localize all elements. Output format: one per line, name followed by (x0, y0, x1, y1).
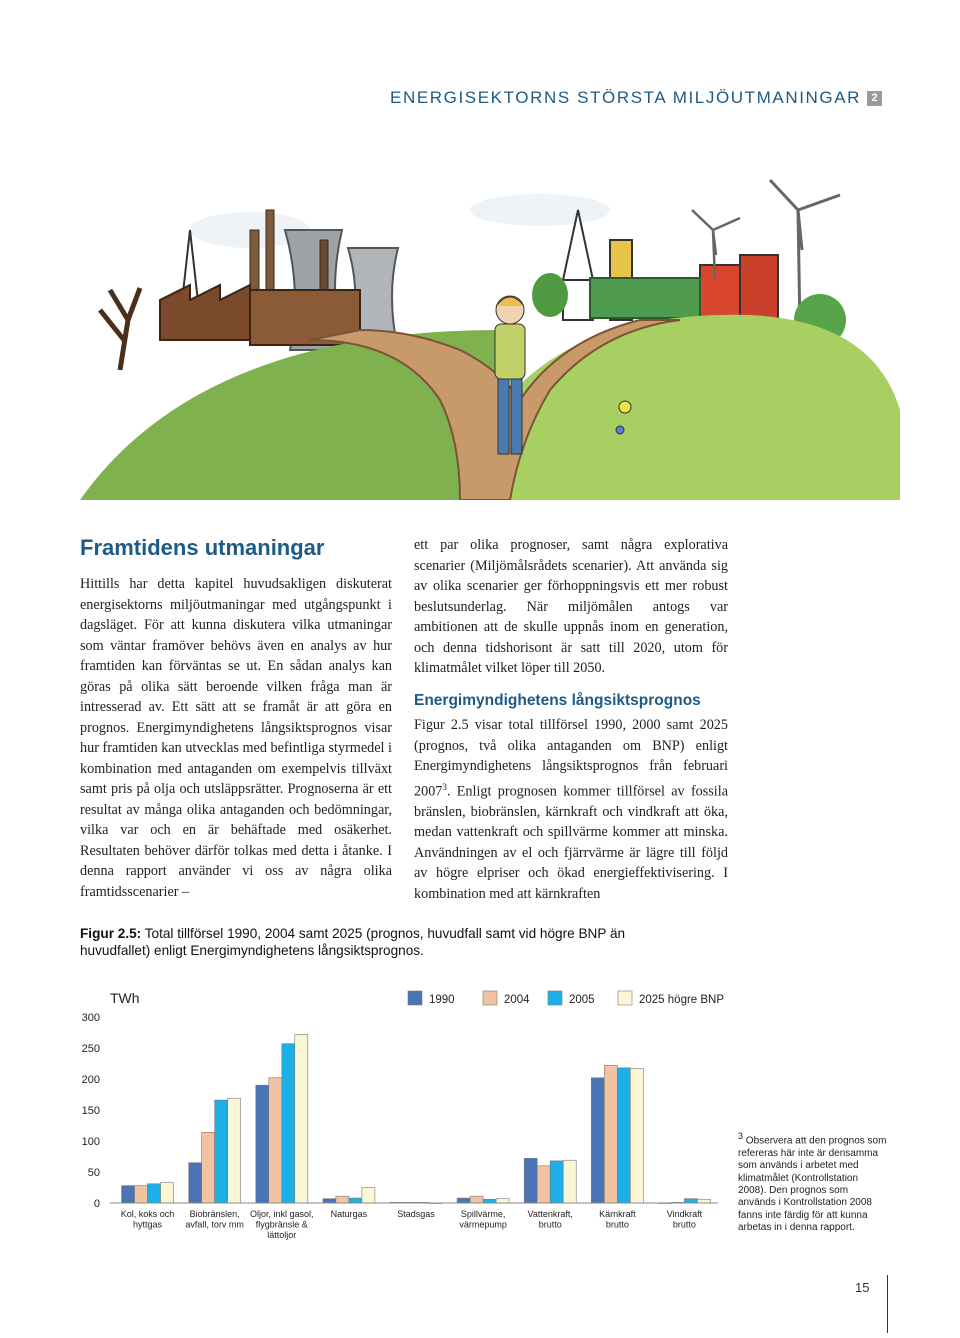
person-jeans (498, 379, 509, 454)
category-label-line: Vindkraft (666, 1209, 703, 1219)
crossroads-illustration (80, 170, 900, 500)
y-tick-label: 300 (81, 1012, 100, 1024)
bar (349, 1198, 362, 1203)
bar (524, 1158, 537, 1203)
category-label-line: Vattenkraft, (527, 1209, 573, 1219)
category-label (250, 1209, 314, 1240)
bar (189, 1163, 202, 1203)
person-shirt (495, 324, 525, 379)
category-label-line: Biobränslen, (189, 1209, 240, 1219)
category-label (599, 1209, 636, 1230)
bar (457, 1198, 470, 1203)
category-label (459, 1209, 507, 1230)
page-number-rule (887, 1275, 888, 1333)
right-text-column (414, 535, 728, 904)
bare-tree (100, 288, 140, 370)
footnote (738, 1130, 888, 1235)
bar (550, 1161, 563, 1203)
y-tick-label: 0 (93, 1198, 100, 1210)
category-label-line: lättoljor (267, 1230, 297, 1240)
bar (362, 1188, 375, 1204)
legend-label: 2005 (569, 994, 595, 1006)
bar (684, 1199, 697, 1203)
y-tick-label: 150 (81, 1105, 100, 1117)
page-number: 15 (855, 1280, 870, 1295)
category-label (397, 1209, 435, 1219)
bar (323, 1199, 336, 1203)
body-text: Figur 2.5 visar total tillförsel 1990, 2000 samt 2025 (prognos, två olika antaganden om BNP) enligt Energimyndighetens långsiktsprognos från februari 2007 (414, 717, 728, 800)
category-label-line: brutto (605, 1219, 629, 1230)
bar (215, 1100, 228, 1203)
bar (591, 1078, 604, 1203)
bar (295, 1034, 308, 1203)
y-tick-label: 200 (81, 1074, 100, 1086)
y-tick-label: 100 (81, 1136, 100, 1148)
flower (619, 401, 631, 413)
category-labels (121, 1209, 703, 1240)
body-paragraph (414, 715, 728, 904)
legend-label: 2025 högre BNP (639, 994, 725, 1006)
green-building (590, 278, 700, 318)
bar (336, 1196, 349, 1203)
y-axis-tick-labels (82, 1012, 100, 1210)
legend-label: 2004 (504, 994, 530, 1006)
bar (483, 1199, 496, 1203)
bar (604, 1065, 617, 1203)
bar (617, 1068, 630, 1203)
bar (256, 1085, 269, 1203)
legend-label: 1990 (429, 994, 455, 1006)
legend-swatch (483, 991, 497, 1005)
bar-series-group (122, 1034, 711, 1203)
bar (148, 1184, 161, 1203)
legend-swatch (548, 991, 562, 1005)
factory-building (160, 285, 250, 340)
category-label-line: Oljor, inkl gasol, (250, 1209, 314, 1219)
category-label-line: värmepump (459, 1219, 507, 1230)
chart-legend (408, 991, 724, 1006)
body-paragraph: ett par olika prognoser, samt några explorativa scenarier (Miljömålsrådets scenarier). Att använda sig av olika scenarier ger förhoppningsvis ett mer robust beslutsunderlag. När miljömålen antogs var ambitionen att de skulle uppnås inom en generation, och denna tidshorisont är satt till 2020, utom för klimatmålet vilket löper till 2050. (414, 537, 728, 676)
chapter-number-badge: 2 (867, 91, 882, 106)
body-text: . Enligt prognosen kommer tillförsel av fossila bränslen, biobränslen, kärnkraft och vindkraft att öka, medan vattenkraft och spillvärme kommer att minska. Användningen av el och fjärrvärme är lägre till följd av högre elpriser och ökad energieffektivisering. I kombination med att kärnkraften (414, 783, 728, 902)
running-header-title: ENERGISEKTORNS STÖRSTA MILJÖUTMANINGAR (390, 88, 862, 107)
figure-caption-text: Total tillförsel 1990, 2004 samt 2025 (prognos, huvudfall samt vid högre BNP än huvudfallet) enligt Energimyndighetens långsiktsprognos. (80, 926, 626, 958)
house (740, 255, 778, 325)
legend-swatch (618, 991, 632, 1005)
category-label (331, 1209, 368, 1219)
category-label-line: Kol, koks och (120, 1209, 175, 1219)
bar (161, 1183, 174, 1203)
bar (135, 1186, 148, 1203)
section-title: Framtidens utmaningar (80, 535, 325, 560)
category-label-line: brutto (538, 1219, 562, 1230)
category-label-line: hyttgas (133, 1219, 163, 1230)
category-label-line: flygbränsle & (255, 1219, 308, 1230)
body-paragraph: Hittills har detta kapitel huvudsakligen diskuterat energisektorns miljöutmaningar med utgångspunkt i dagsläget. För att kunna diskutera vilka utmaningar som väntar framöver behövs även en analys av hur framtiden kan förväntas se ut. En sådan analys kan göras på olika sätt beroende vilken fråga man är intresserad av. Ett sätt att se framåt är att göra en prognos. Energimyndighetens långsiktsprognos visar hur framtiden kan utvecklas med befintliga styrmedel i kombination med antaganden om exempelvis tillväxt samt pris på olja och utsläppsrätter. Prognoserna är ett resultat av många olika antaganden och bedömningar, vilka var och en är behäftade med osäkerhet. Resultaten behöver därför tolkas med detta i åtanke. I denna rapport använder vi oss av några olika framtidsscenarier – (80, 576, 392, 900)
footnote-marker: 3 (738, 1131, 744, 1141)
subsection-title: Energimyndighetens långsiktsprognos (414, 691, 701, 709)
bar (496, 1199, 509, 1203)
wind-turbine-blades (770, 180, 840, 250)
bar (630, 1068, 643, 1203)
wind-turbine-blades (692, 210, 740, 255)
person-jeans (511, 379, 522, 454)
bar (202, 1132, 215, 1203)
category-label (185, 1209, 244, 1230)
category-label-line: Naturgas (330, 1209, 368, 1219)
bar-chart (78, 985, 728, 1245)
bar (470, 1196, 483, 1203)
y-tick-label: 250 (81, 1043, 100, 1055)
running-header (390, 86, 890, 110)
bar (269, 1078, 282, 1203)
bar (122, 1186, 135, 1203)
bar (697, 1199, 710, 1203)
bar (282, 1044, 295, 1203)
category-label-line: avfall, torv mm (185, 1219, 244, 1230)
category-label-line: Stadsgas (397, 1209, 435, 1219)
figure-caption-label: Figur 2.5: (80, 926, 142, 941)
footnote-reference: 3 (442, 781, 447, 792)
person-hair (496, 297, 524, 306)
category-label-line: Kärnkraft (599, 1209, 636, 1219)
bar (537, 1166, 550, 1203)
cloud (470, 194, 610, 226)
figure-caption (80, 925, 660, 959)
category-label-line: Spillvärme, (460, 1209, 506, 1219)
y-tick-label: 50 (87, 1167, 100, 1179)
bar (563, 1160, 576, 1203)
footnote-text: Observera att den prognos som refereras här inte är densamma som används i arbetet med klimatmålet (Kontrollstation 2008). Den prognos som används i Kontrollstation 2008 fanns inte färdig för att kunna arbetas in i denna rapport. (738, 1135, 887, 1234)
tree (532, 273, 568, 317)
legend-swatch (408, 991, 422, 1005)
category-label (121, 1209, 175, 1230)
left-text-column (80, 574, 392, 902)
chart-unit-label: TWh (110, 990, 140, 1006)
bar (228, 1098, 241, 1203)
category-label (528, 1209, 573, 1230)
category-label-line: brutto (672, 1219, 696, 1230)
category-label (667, 1209, 703, 1230)
flower (616, 426, 624, 434)
